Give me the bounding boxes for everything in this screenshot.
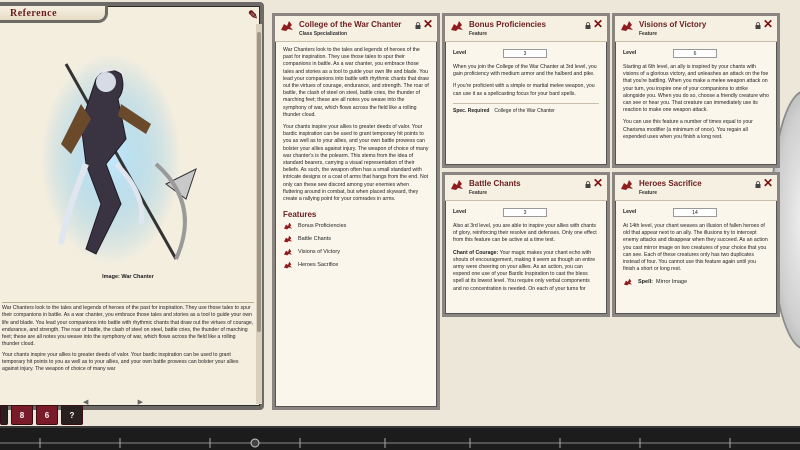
card-body bbox=[445, 42, 607, 120]
card-subtitle: Feature bbox=[469, 31, 488, 37]
card-header[interactable] bbox=[445, 175, 607, 201]
card-title: College of the War Chanter bbox=[299, 20, 402, 29]
level-label: Level bbox=[453, 208, 467, 215]
level-label: Level bbox=[623, 49, 637, 56]
lock-icon[interactable] bbox=[755, 181, 761, 188]
card-heroes-sacrifice bbox=[612, 172, 780, 317]
war-chanter-image bbox=[26, 44, 206, 264]
reference-paragraph: Your chants inspire your allies to greater deeds of valor. Your bardic inspiration can be used to grant temporary hit points to you as well as to your allies, and your own battle prowess can bolster your allies against injury. The weapon of choice of many war bbox=[2, 351, 239, 373]
feature-link-heroes-sacrifice[interactable] bbox=[283, 261, 429, 269]
features-heading: Features bbox=[283, 210, 317, 220]
card-subtitle: Feature bbox=[639, 31, 658, 37]
lock-icon[interactable] bbox=[585, 22, 591, 29]
lock-icon[interactable] bbox=[585, 181, 591, 188]
feature-label: Visions of Victory bbox=[298, 248, 340, 255]
feature-link-bonus-proficiencies[interactable] bbox=[283, 222, 429, 230]
level-field[interactable]: 6 bbox=[673, 49, 717, 58]
dragon-icon bbox=[283, 222, 293, 230]
dragon-icon bbox=[283, 261, 293, 269]
spell-value: Mirror Image bbox=[655, 278, 688, 285]
level-label: Level bbox=[453, 49, 467, 56]
timeline-ruler[interactable] bbox=[0, 436, 800, 450]
feature-label: Bonus Proficiencies bbox=[298, 222, 347, 229]
card-paragraph: War Chanters look to the tales and legends of heroes of the past for inspiration. They use those tales to spur their companions in battle. As a war chanter, you embrace those tales and stories as a tool to guide your own life and blade. You lead your companions into battle with rhythmic chants that draw out the virtues of courage, endurance, and strength. The roar of battle, the clash of steel on steel, battle cries, the thunder of marching feet; these are all notes you weave into the symphony of war, which flows across the field like a rolling thunder cloud. bbox=[283, 47, 429, 118]
feature-label: Battle Chants bbox=[298, 235, 332, 242]
hotbar-slot[interactable] bbox=[0, 405, 8, 425]
reference-title: Reference bbox=[0, 6, 108, 23]
level-field[interactable]: 3 bbox=[503, 49, 547, 58]
close-icon[interactable]: ✕ bbox=[592, 176, 603, 190]
dragon-icon bbox=[450, 179, 464, 191]
close-icon[interactable]: ✕ bbox=[422, 17, 433, 31]
card-paragraph: Starting at 6th level, an ally is inspired by your chants with visions of a glorious victory, and unleashes an attack on the foe that you're battling. When you make a melee weapon attack on your turn, you inspire one of your companions to strike alongside you. When you do so, choose a friendly creature who can see or hear you. That creature can immediately use its reaction to make one weapon attack. bbox=[623, 64, 769, 114]
card-header[interactable] bbox=[275, 16, 437, 42]
reference-scrollbar[interactable] bbox=[256, 24, 262, 404]
card-body bbox=[615, 201, 777, 296]
spell-link-mirror-image[interactable] bbox=[623, 278, 769, 286]
feature-link-visions-of-victory[interactable] bbox=[283, 248, 429, 256]
close-icon[interactable]: ✕ bbox=[592, 17, 603, 31]
card-war-chanter bbox=[272, 13, 440, 410]
card-title: Bonus Proficiencies bbox=[469, 20, 546, 29]
hotbar-slot-3[interactable]: ? bbox=[61, 405, 83, 425]
reference-panel bbox=[0, 2, 264, 410]
card-paragraph: Your chants inspire your allies to greater deeds of valor. Your bardic inspiration can be used to grant temporary hit points to you as well as to your allies, and your own battle prowess can bolster your allies against injury. The weapon of choice of many war chanter's is the polearm. This stems from the idea of standard bearers, carrying a visual representation of their beliefs. As such, the weapon often has a small standard with intricate designs or a coat of arms that hangs from the end. Not only can these sew discord among your enemies when fluttering around in combat, but when placed skyward, they create a rallying point for your comrades in arms. bbox=[283, 124, 429, 203]
hotbar-slot-1[interactable]: 8 bbox=[11, 405, 33, 425]
scroll-left-icon[interactable]: ◀ bbox=[83, 399, 89, 406]
card-paragraph: Also at 3rd level, you are able to inspire your allies with chants of glory, reinforcing their resolve and defenses. Only one effect from this feature can be active at a time text. bbox=[453, 223, 597, 244]
reference-scroll-arrows bbox=[83, 398, 143, 406]
lock-icon[interactable] bbox=[755, 22, 761, 29]
level-field[interactable]: 3 bbox=[503, 208, 547, 217]
spec-label: Spec. Required bbox=[453, 107, 490, 114]
spec-required-row bbox=[453, 108, 599, 115]
card-title: Heroes Sacrifice bbox=[639, 179, 702, 188]
dragon-icon bbox=[620, 20, 634, 32]
scroll-right-icon[interactable]: ▶ bbox=[137, 399, 143, 406]
card-visions-of-victory bbox=[612, 13, 780, 168]
spell-label: Spell: bbox=[638, 278, 653, 285]
card-subtitle: Feature bbox=[639, 190, 658, 196]
reference-image-caption: Image: War Chanter bbox=[102, 274, 154, 280]
card-paragraph: At 14th level, your chant weaves an illusion of fallen heroes of old that appear next to an ally. The illusions try to intercept enemy attacks and disappear when they succeed. As an action you cast mirror image on two creatures of your choice that you can see. Each of these creatures only has two duplicates instead of four. You cannot use this feature again until you finish a short or long rest. bbox=[623, 223, 768, 273]
lock-icon[interactable] bbox=[415, 22, 421, 29]
card-bonus-proficiencies bbox=[442, 13, 610, 168]
card-title: Visions of Victory bbox=[639, 20, 707, 29]
card-header[interactable] bbox=[445, 16, 607, 42]
dragon-icon bbox=[283, 235, 293, 243]
hotbar-slot-2[interactable]: 6 bbox=[36, 405, 58, 425]
card-paragraph: You can use this feature a number of times equal to your Charisma modifier (a minimum of once). You regain all expended uses when you finish a long rest. bbox=[623, 119, 753, 140]
chant-name: Chant of Courage: bbox=[453, 249, 499, 256]
close-icon[interactable]: ✕ bbox=[762, 176, 773, 190]
reference-close-icon[interactable]: ✎ bbox=[248, 8, 259, 22]
dragon-icon bbox=[623, 278, 633, 286]
card-battle-chants bbox=[442, 172, 610, 317]
card-body bbox=[445, 201, 607, 313]
card-paragraph: When you join the College of the War Chanter at 3rd level, you gain proficiency with medium armor and the halberd and pike. bbox=[453, 64, 597, 78]
feature-link-battle-chants[interactable] bbox=[283, 235, 429, 243]
close-icon[interactable]: ✕ bbox=[762, 17, 773, 31]
level-row bbox=[623, 49, 769, 58]
chant-text: Your magic makes your chant echo with shouts of encouragement, making it seem as though an entire army were cheering on your allies. As an action, you can expend one use of your Bardic Inspiration to cast the bless spell at its lowest level. You require only verbal components and no concentration is needed. On each of your turns for bbox=[453, 249, 596, 292]
dragon-icon bbox=[450, 20, 464, 32]
reference-body bbox=[2, 302, 254, 384]
reference-paragraph: War Chanters look to the tales and legends of heroes of the past for inspiration. They use those tales to spur their companions in battle. As a war chanter, you embrace those tales and stories as a tool to guide your own life and blade. You lead your companions into battle with rhythmic chants that draw out the virtues of courage, endurance, and strength. The roar of battle, the clash of steel on steel, battle cries, the thunder of marching feet; these are all notes you weave into the symphony of war, which flows across the field like a rolling thunder cloud. bbox=[2, 305, 254, 348]
dragon-icon bbox=[283, 248, 293, 256]
dragon-icon bbox=[280, 20, 294, 32]
card-title: Battle Chants bbox=[469, 179, 521, 188]
spec-value: College of the War Chanter bbox=[494, 107, 555, 114]
card-subtitle: Class Specialization bbox=[299, 31, 348, 37]
level-label: Level bbox=[623, 208, 637, 215]
level-row bbox=[453, 208, 599, 217]
dragon-icon bbox=[620, 179, 634, 191]
divider bbox=[453, 103, 599, 104]
card-header[interactable] bbox=[615, 16, 777, 42]
level-row bbox=[623, 208, 769, 217]
feature-label: Heroes Sacrifice bbox=[298, 261, 339, 268]
card-paragraph: If you're proficient with a simple or martial melee weapon, you can use it as a spellcasting focus for your bard spells. bbox=[453, 83, 595, 97]
card-body bbox=[275, 42, 437, 279]
card-paragraph bbox=[453, 250, 599, 293]
hotbar bbox=[0, 405, 86, 427]
card-body bbox=[615, 42, 777, 164]
level-field[interactable]: 14 bbox=[673, 208, 717, 217]
card-header[interactable] bbox=[615, 175, 777, 201]
card-subtitle: Feature bbox=[469, 190, 488, 196]
level-row bbox=[453, 49, 599, 58]
scrollbar-thumb[interactable] bbox=[257, 32, 261, 332]
